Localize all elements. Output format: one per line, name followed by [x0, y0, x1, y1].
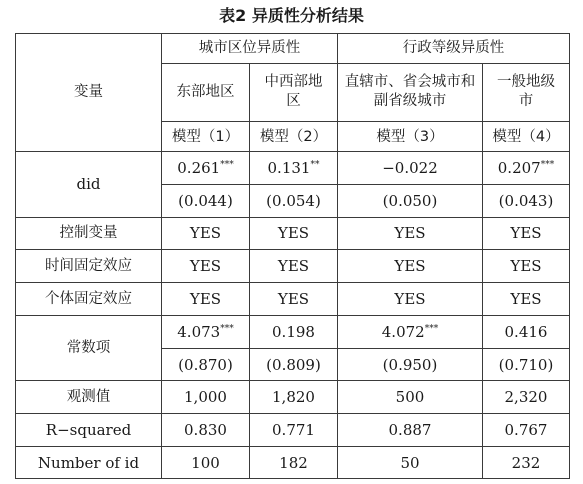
coef-cell: −0.022 — [338, 151, 483, 184]
significance-stars: *** — [220, 323, 234, 334]
se-cell: (0.870) — [162, 348, 250, 381]
coef-cell: 0.261*** — [162, 151, 250, 184]
col4-model: 模型（4） — [483, 122, 570, 152]
se-cell: (0.043) — [483, 184, 570, 217]
value-cell: 0.830 — [162, 414, 250, 447]
value-cell: YES — [250, 250, 338, 283]
table-row — [16, 217, 570, 250]
row-label-nid: Number of id — [16, 447, 162, 479]
coef-cell: 4.073*** — [162, 315, 250, 348]
col1-model: 模型（1） — [162, 122, 250, 152]
value-cell: 0.771 — [250, 414, 338, 447]
table-row — [16, 151, 570, 184]
value-cell: YES — [250, 283, 338, 316]
coef-cell: 0.207*** — [483, 151, 570, 184]
se-cell: (0.044) — [162, 184, 250, 217]
col3-model: 模型（3） — [338, 122, 483, 152]
regression-table — [15, 33, 570, 479]
col1-name: 东部地区 — [162, 63, 250, 121]
table-caption: 表2 异质性分析结果 — [219, 6, 364, 25]
value-cell: 100 — [162, 447, 250, 479]
row-label-obs: 观测值 — [16, 381, 162, 414]
significance-stars: *** — [220, 159, 234, 170]
significance-stars: ** — [310, 159, 320, 170]
group-header-admin-level: 行政等级异质性 — [338, 34, 570, 64]
table-row — [16, 250, 570, 283]
value-cell: YES — [162, 250, 250, 283]
coef-cell: 4.072*** — [338, 315, 483, 348]
se-cell: (0.054) — [250, 184, 338, 217]
value-cell: 1,820 — [250, 381, 338, 414]
significance-stars: *** — [540, 159, 555, 170]
value-cell: 50 — [338, 447, 483, 479]
coef-cell: 0.416 — [483, 315, 570, 348]
value-cell: YES — [483, 250, 570, 283]
col2-model: 模型（2） — [250, 122, 338, 152]
row-label-did: did — [16, 151, 162, 217]
value-cell: YES — [338, 283, 483, 316]
value-cell: YES — [162, 283, 250, 316]
value-cell: YES — [483, 217, 570, 250]
table-row — [16, 315, 570, 348]
se-cell: (0.809) — [250, 348, 338, 381]
header-group-row — [16, 34, 570, 64]
row-label-const: 常数项 — [16, 315, 162, 381]
value-cell: YES — [483, 283, 570, 316]
se-cell: (0.710) — [483, 348, 570, 381]
value-cell: YES — [338, 217, 483, 250]
table-row — [16, 414, 570, 447]
col3-name: 直辖市、省会城市和副省级城市 — [338, 63, 483, 121]
variable-header: 变量 — [16, 34, 162, 152]
value-cell: 500 — [338, 381, 483, 414]
value-cell: YES — [250, 217, 338, 250]
value-cell: 1,000 — [162, 381, 250, 414]
row-label-controls: 控制变量 — [16, 217, 162, 250]
coef-cell: 0.198 — [250, 315, 338, 348]
value-cell: YES — [338, 250, 483, 283]
col2-name: 中西部地区 — [250, 63, 338, 121]
value-cell: 0.887 — [338, 414, 483, 447]
row-label-indiv-fe: 个体固定效应 — [16, 283, 162, 316]
col4-name: 一般地级市 — [483, 63, 570, 121]
table-row — [16, 283, 570, 316]
value-cell: YES — [162, 217, 250, 250]
se-cell: (0.050) — [338, 184, 483, 217]
value-cell: 2,320 — [483, 381, 570, 414]
se-cell: (0.950) — [338, 348, 483, 381]
value-cell: 0.767 — [483, 414, 570, 447]
coef-cell: 0.131** — [250, 151, 338, 184]
row-label-r2: R−squared — [16, 414, 162, 447]
table-row — [16, 381, 570, 414]
group-header-city-location: 城市区位异质性 — [162, 34, 338, 64]
significance-stars: *** — [424, 323, 439, 334]
row-label-time-fe: 时间固定效应 — [16, 250, 162, 283]
value-cell: 182 — [250, 447, 338, 479]
table-row — [16, 447, 570, 479]
value-cell: 232 — [483, 447, 570, 479]
